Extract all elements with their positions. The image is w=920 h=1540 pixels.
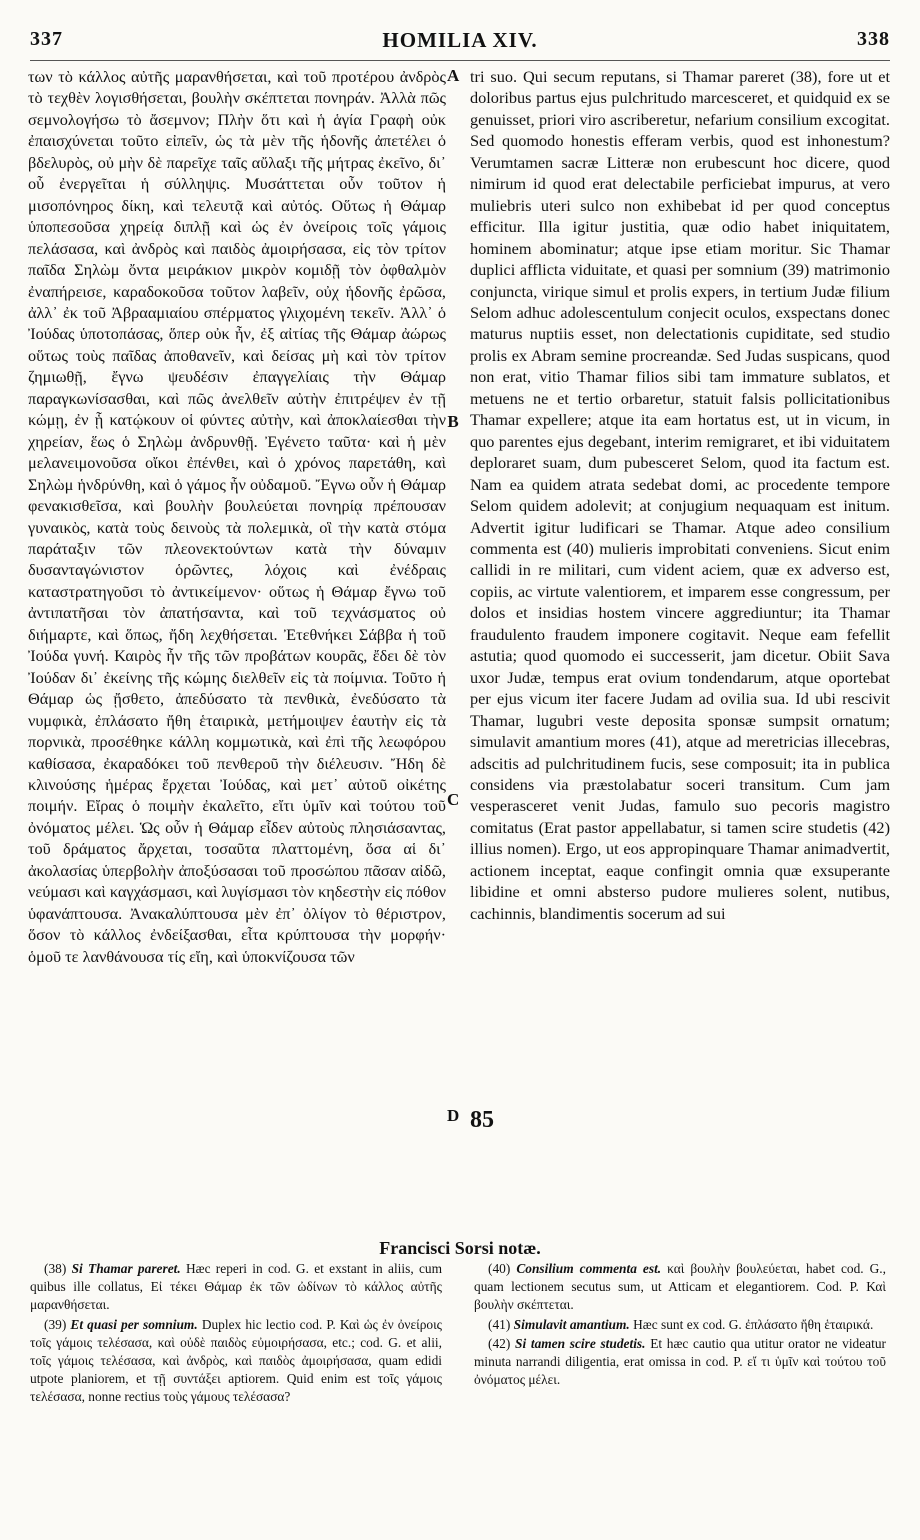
column-number: 85 [470,1107,494,1133]
footnote [474,1260,886,1315]
footnote [30,1260,442,1315]
notes-left-column [30,1260,442,1475]
footnote-lemma: Si tamen scire studetis. [515,1335,646,1351]
page-number-left: 337 [30,28,63,50]
footnote [474,1316,886,1334]
page-header [30,28,890,62]
footnote-text: Hæc reperi in cod. G. et exstant in aliis, cum quibus ille collatus, Εἰ τέκει Θάμαρ ἐκ τῶν ὠδίνων τὸ κάλλος αὐτῆς μαρανθήσεται. [30,1261,442,1313]
running-title: HOMILIA XIV. [382,28,538,52]
footnote-text: Duplex hic lectio cod. P. Καὶ ὡς ἐν ὀνείροις τοῖς γάμοις τελέσασα, καὶ οὐδὲ παιδὸς εὐμοιρήσασα, etc.; cod. G. et alii, τοῖς γάμοις τελέσασα, καὶ ἀνδρὸς, καὶ παιδὸς ἀμοιρήσασα, quam edidi utpote planiorem, et τῇ συντάξει aptiorem. Quid enim est τοῖς γάμοις τελέσασα, nonne rectius τοὺς γάμους τελέσασα? [30,1316,442,1405]
section-marker-c: C [447,790,460,809]
footnote-ref: (38) [44,1261,67,1276]
notes-title: Francisci Sorsi notæ. [379,1238,541,1258]
greek-text-column [28,66,446,1226]
footnote-lemma: Et quasi per somnium. [70,1316,198,1332]
footnote-ref: (42) [488,1335,511,1351]
footnote-text: Hæc sunt ex cod. G. ἐπλάσατο ἤθη ἑταιρικά. [633,1316,874,1332]
latin-text-column [470,66,890,1226]
section-marker-b: B [447,412,459,431]
page-number-right: 338 [857,28,890,50]
footnote-text: Et hæc cautio qua utitur orator ne videatur minuta narrandi diligentia, erat omissa in cod. P. εἴ τι ὑμῖν καὶ τούτου τοῦ ὀνόματος μέλει. [474,1335,886,1388]
footnote-ref: (39) [44,1316,67,1332]
notes-right-column [474,1260,886,1475]
section-marker-d: D [447,1106,460,1125]
header-rule [30,60,890,61]
footnote-lemma: Simulavit amantium. [513,1316,630,1332]
greek-paragraph: των τὸ κάλλος αὐτῆς μαρανθήσεται, καὶ τοῦ προτέρου ἀνδρὸς τὸ τεχθὲν λογισθήσεται, βουλὴν σκέπτεται πονηράν. Ἀλλὰ πῶς σεμνολογήσω τὸ ἄσεμνον; Πλὴν ὅτι καὶ ἡ ἁγία Γραφὴ οὐκ ἐπαισχύνεται τοῦτο εἰπεῖν, ὡς τὰ μὲν τῆς ἡδονῆς ἀπετέλει ὁ βδελυρὸς, οὐ μὴν δὲ παρεῖχε ταῖς αὔλαξι τῆς μήτρας ἐκεῖνο, δι᾽ οὗ ἐνεργεῖται ἡ σύλληψις. Μυσάττεται οὖν τοῦτον ἡ μισοπόνηρος δίκη, καὶ τελευτᾷ καὶ αὐτός. Οὕτως ἡ Θάμαρ ὑποπεσοῦσα χηρείᾳ διπλῇ καὶ ὡς ἐν ὀνείροις τοῖς γάμοις πελάσασα, καὶ ἀνδρὸς καὶ παιδὸς ἀμοιρήσασα, εἰς τὸν τρίτον παῖδα Σηλὼμ ὄντα μειράκιον μικρὸν κομιδῇ τὸν ὀφθαλμὸν ἐναπήρεισε, καραδοκοῦσα τοῦτον λαβεῖν, οὐχ ἡδονῆς ἐρῶσα, ἀλλ᾽ ἐκ τοῦ Ἀβρααμιαίου σπέρματος γλιχομένη τεκεῖν. Ἀλλ᾽ ὁ Ἰούδας ὑποτοπάσας, ὅπερ οὐκ ἦν, ἐξ αἰτίας τῆς Θάμαρ ἀώρως οὕτως τοὺς παῖδας ἀποθανεῖν, καὶ δείσας μὴ καὶ τὸν τρίτον ζημιωθῇ, ἔγνω ψευδέσιν ἐπαγγελίαις τὴν Θάμαρ παραγκωνίσασθαι, καὶ πῶς ἀνελθεῖν αὐτὴν ἐπιτρέψεν ἐν τῇ κώμῃ, ἐν ᾗ κατῴκουν οἱ φύντες αὐτὴν, καὶ ἀποκλαίεσθαι τὴν χηρείαν, ἕως ὁ Σηλὼμ ἀνδρυνθῇ. Ἐγένετο ταῦτα· καὶ ἡ μὲν μελανειμονοῦσα οἴκοι ἐπένθει, καὶ ὁ χρόνος παρετάθη, καὶ Σηλὼμ ἡνδρύνθη, καὶ ὁ γάμος ἦν οὐδαμοῦ. Ἔγνω οὖν ἡ Θάμαρ φενακισθεῖσα, καὶ βουλὴν βουλεύεται πονηρίᾳ πρέπουσαν γυναικὸς, κατὰ τοὺς δεινοὺς τὰ πολεμικὰ, οἳ τὴν κατὰ στόμα παράταξιν τῶν πλεονεκτούντων κατὰ τὴν δύναμιν δυσανταγώνιστον ὁρῶντες, λόχοις καὶ ἐνέδραις καταστρατηγοῦσι τὸ ἀντικείμενον· οὕτως ἡ Θάμαρ ἔγνω τοῦ ἀντιπατῆσαι τὸν ἀπατήσαντα, καὶ τοῦ τεχνάσματος οὐ διήμαρτε, καὶ ὅπως, ἤδη λεχθήσεται. Ἐτεθνήκει Σάββα ἡ τοῦ Ἰούδα γυνή. Καιρὸς ἦν τῆς τῶν προβάτων κουρᾶς, ἔδει δὲ τὸν Ἰούδαν δι᾽ ἐκείνης τῆς κώμης διελθεῖν εἰς τὰ ποίμνια. Τοῦτο ἡ Θάμαρ ὡς ᾔσθετο, ἀπεδύσατο τὰ πενθικὰ, ἐνεδύσατο τὰ νυμφικὰ, ἐπλάσατο ἤθη ἑταιρικὰ, μετήμοιψεν ἑαυτὴν εἰς τὰ πορνικὰ, προσέθηκε κάλλη κομμωτικὰ, καὶ ἐπὶ τῆς λεωφόρου καθίσασα, ἐκαραδόκει τοῦ πενθεροῦ τὴν διέλευσιν. Ἤδη δὲ κλινούσης ἡμέρας ἔρχεται Ἰούδας, καὶ μετ᾽ αὐτοῦ οἰκέτης ποιμήν. Εἴρας ὁ ποιμὴν ἐκαλεῖτο, εἴτι ὑμῖν καὶ τούτου τοῦ ὀνόματος μέλει. Ὡς οὖν ἡ Θάμαρ εἶδεν αὐτοὺς πλησιάσαντας, τοῦ δράματος ἄρχεται, τοσαῦτα πλαττομένη, ὅσα αἱ δι᾽ ἀκολασίας ὑπερβολὴν ἀποξύσασαι τοῦ προσώπου πᾶσαν αἰδῶ, νεύμασι καὶ καγχάσμασι, καὶ λυγίσμασι τὸν κηδεστὴν εἰς πόθον ὑφανάπτουσα. Ἀνακαλύπτουσα μὲν ἐπ᾽ ὀλίγον τὸ θέριστρον, ὅσον τὸ κάλλος ἐνδείξασθαι, εἶτα κρύπτουσα τὴν μορφήν· ὁμοῦ τε λανθάνουσα τίς εἴη, καὶ ὑποκνίζουσα τῶν [28,67,446,966]
footnote-ref: (40) [488,1261,511,1276]
footnote-ref: (41) [488,1316,511,1332]
footnote-lemma: Consilium commenta est. [516,1261,662,1276]
footnote [30,1316,442,1407]
footnote-text: καὶ βουλὴν βουλεύεται, habet cod. G., quam lectionem secutus sum, ut Atticam et elegantiorem. Cod. P. Καὶ βουλὴν σκέπτεται. [474,1261,886,1313]
footnote-lemma: Si Thamar pareret. [71,1261,181,1276]
section-marker-a: A [447,66,460,85]
latin-paragraph: tri suo. Qui secum reputans, si Thamar pareret (38), fore ut et doloribus partus ejus pulchritudo marcesceret, et quidquid ex se genuisset, priori viro ascriberetur, nefarium consilium excogitat. Sed quomodo honestis efferam verbis, quod est inhonestum? Verumtamen sacræ Litteræ non erubescunt hoc dicere, quod nimirum id quod erat delectabile perficiebat impurus, at vero muliebris uteri sulco non exhibebat id per quod conceptus efficitur. Illa igitur justitia, quæ odio habet iniquitatem, hominem abominatur; atque ipse etiam moritur. Sic Thamar duplici afflicta viduitate, et quasi per somnium (39) matrimonio conjuncta, virique simul et prolis expers, in tertium Judæ filium Selom adhuc adolescentulum conjecit oculos, exspectans donec maturus nuptiis esset, non delectationis cupiditate, sed studio prolis ex Abram semine procreandæ. Sed Judas suspicans, quod non erat, vitio Thamar filios sibi tam immature sublatos, et metuens ne et tertio orbaretur, statuit falsis pollicitationibus Thamar expellere; atque ita eam hortatus est, ut in vicum, in quo parentes ejus degebant, interim remigraret, et ibi viduitatem deploraret suam, dum pubesceret Selom, quod ita factum est. Nam ea quidem atrata sedebat domi, ac procedente tempore Selom quidem adolevit; at conjugium nequaquam est initum. Advertit igitur ludificari se Thamar. Atque adeo consilium commenta est (40) mulieris improbitati conveniens. Sicut enim callidi in re militari, cum vident aciem, quæ ex adverso est, copiis, ac virtute valentiorem, et imparem esse congressum, per dolos et insidias hostem vincere aggrediuntur; ita Thamar fraudulento fraudem imponere cogitavit. Neque eam fefellit astutia; quod quomodo ei successerit, jam dicetur. Obiit Sava uxor Judæ, tempus erat ovium tondendarum, atque oportebat per ejus vicum iter facere Judam ad ovilia sua. Id ubi rescivit Thamar, lugubri veste deposita sponsæ sumpsit ornatum; simulavit amantium mores (41), atque ad meretricias illecebras, adscitis ad pulchritudinem fucis, sese composuit; ita in publica considens via præstolabatur soceri transitum. Cum jam vesperasceret venit Judas, famulo suo pecoris magistro comitatus (Erat pastor appellabatur, si tamen scire studetis (42) illius nomen). Ergo, ut eos appropinquare Thamar animadvertit, actionem inceptat, eaque confingit omnia quæ exsuperante libidine et omni abstersо pudore mulieres solent, nutibus, cachinnis, blandimentis socerum ad sui [470,67,890,923]
footnote [474,1335,886,1390]
